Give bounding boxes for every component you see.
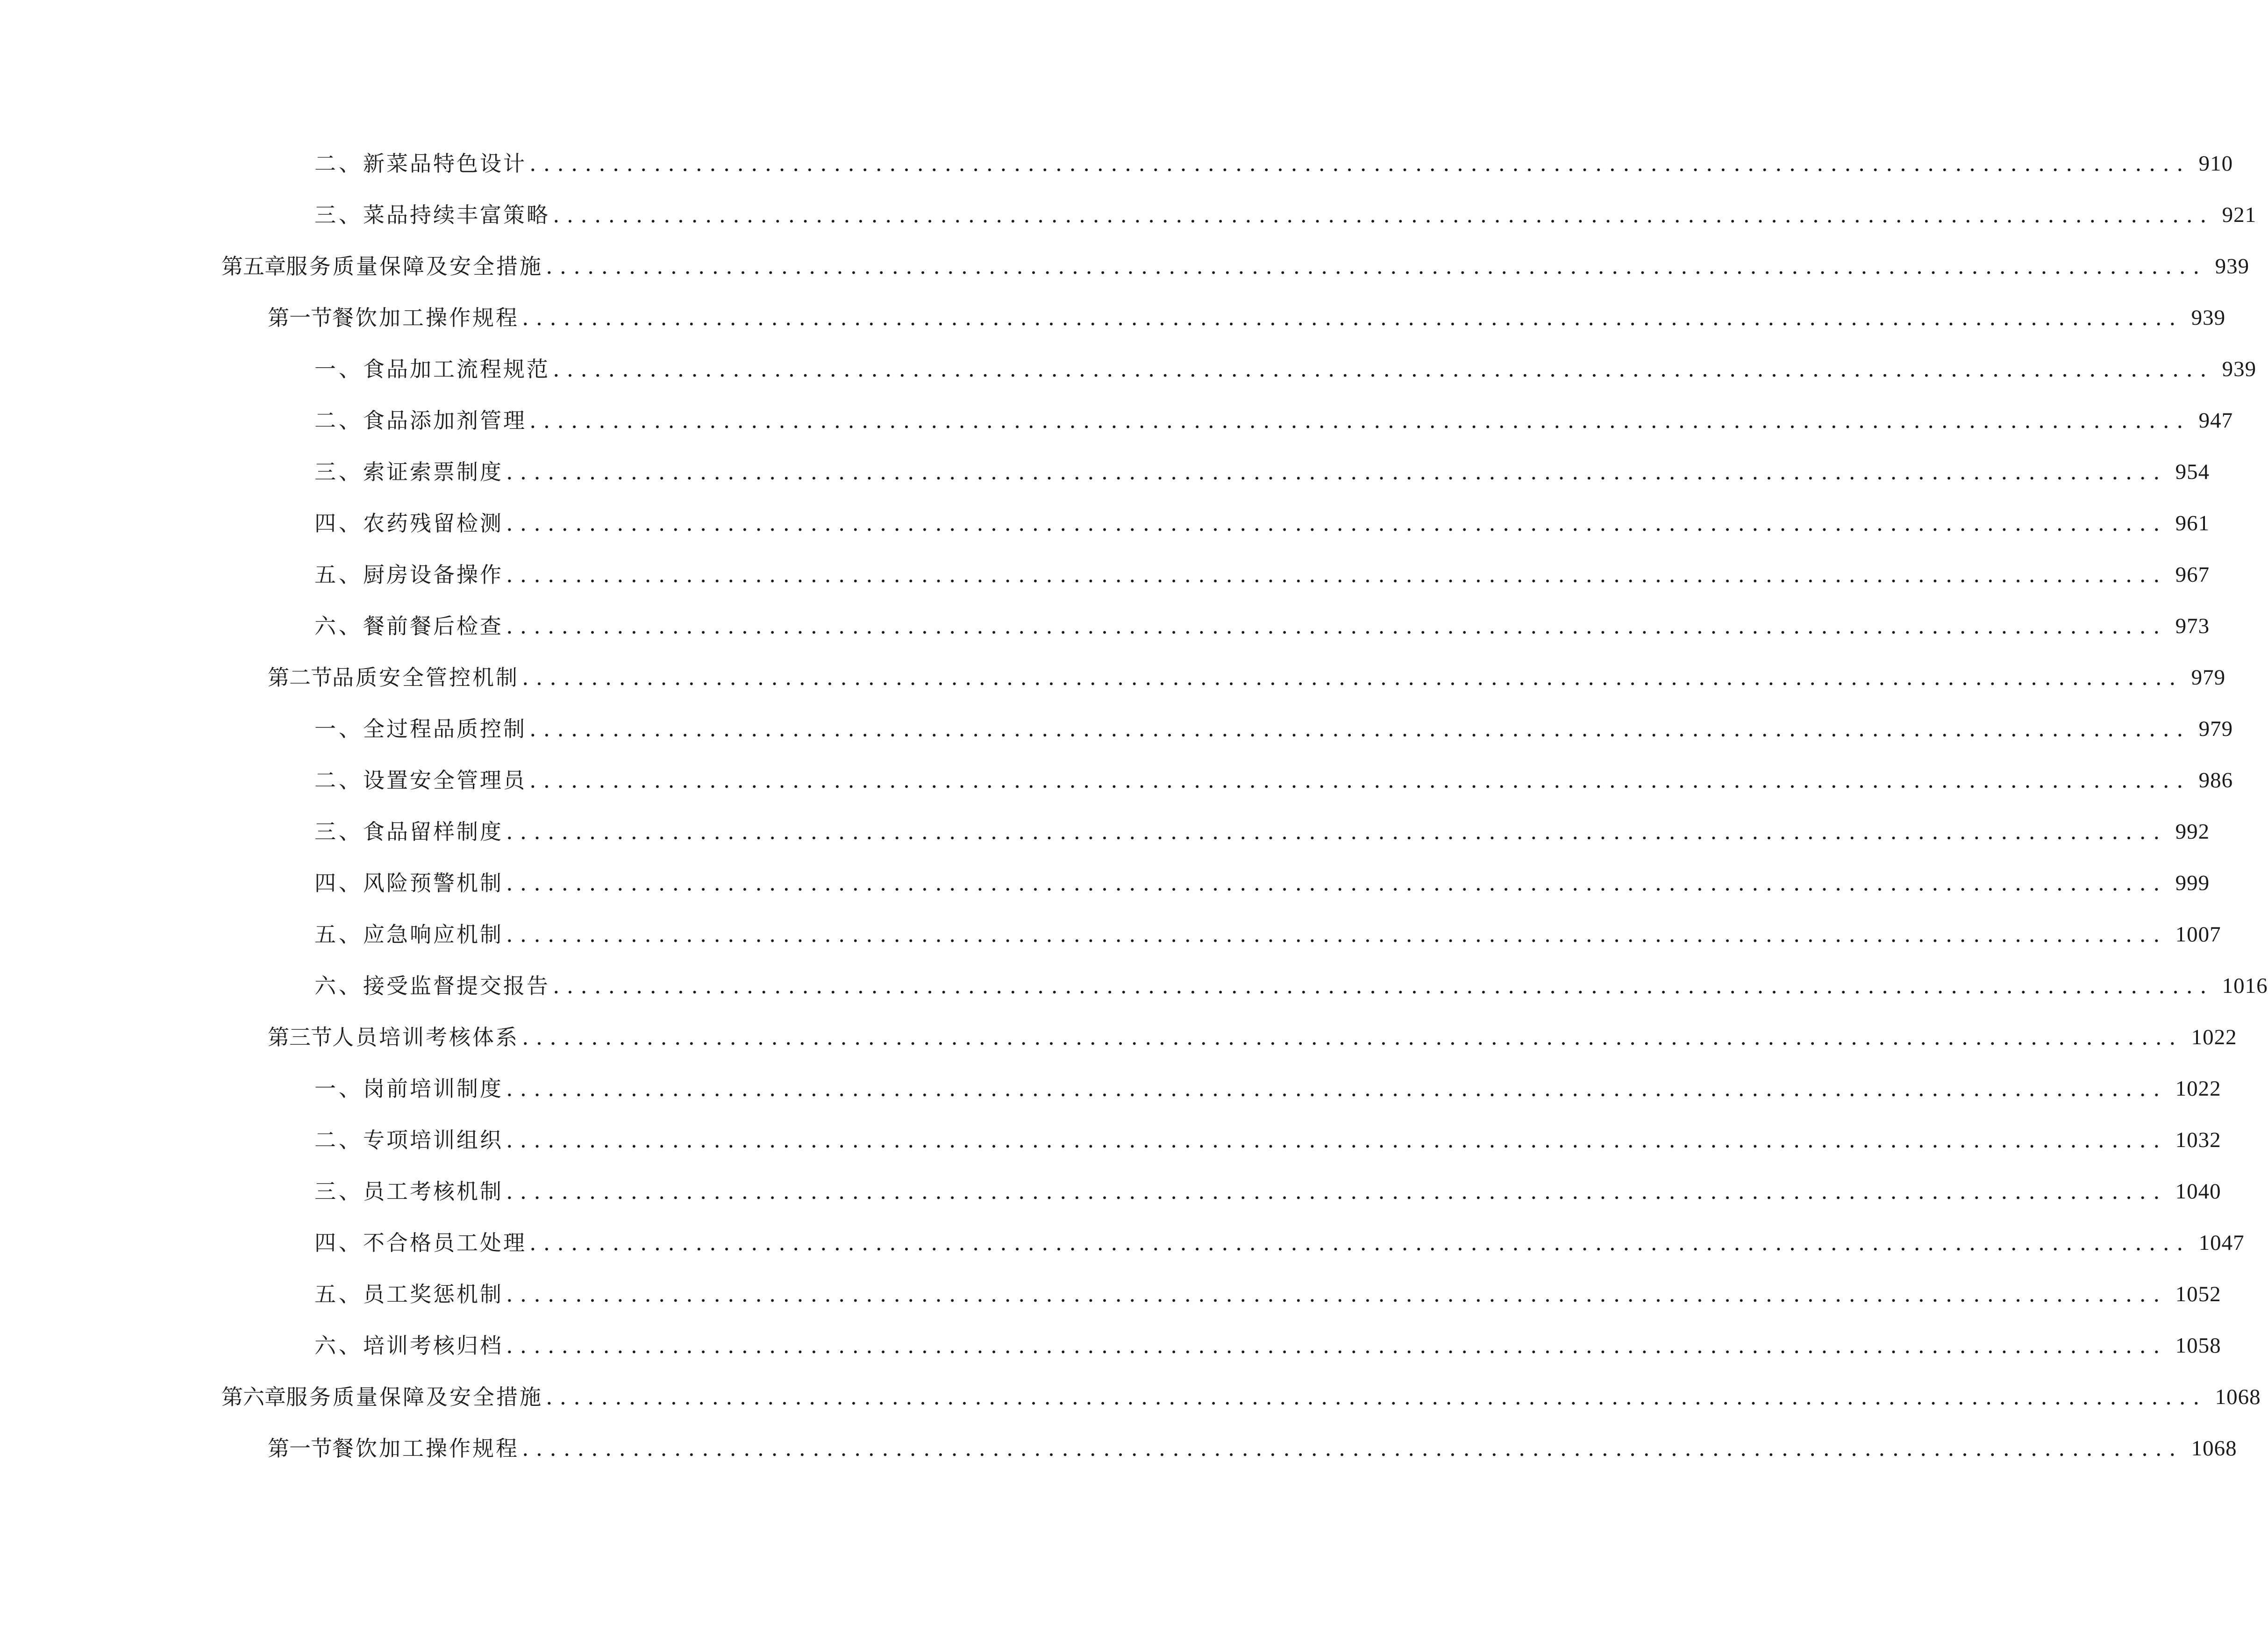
toc-entry-number: 五、: [314, 922, 363, 947]
toc-entry-title: 品质安全管控机制: [332, 665, 519, 690]
dot-leader: ........................................................................................................................: [506, 1076, 2167, 1101]
toc-entry-page: 999: [2175, 871, 2210, 895]
dot-leader: ........................................................................................................................: [522, 665, 2183, 690]
toc-entry[interactable]: [314, 710, 2233, 748]
toc-entry-number: 一、: [314, 356, 363, 382]
toc-entry[interactable]: [314, 916, 2221, 953]
dot-leader: ........................................................................................................................: [506, 1179, 2167, 1204]
toc-entry-section[interactable]: [268, 659, 2226, 696]
toc-entry[interactable]: [314, 453, 2210, 491]
toc-entry-title: 新菜品特色设计: [363, 151, 527, 176]
toc-entry-number: 第一节: [268, 305, 332, 330]
toc-entry-title: 餐前餐后检查: [363, 613, 503, 639]
toc-entry-number: 第一节: [268, 1436, 332, 1461]
toc-entry-page: 979: [2198, 717, 2233, 741]
toc-entry-title: 专项培训组织: [363, 1127, 503, 1153]
toc-entry[interactable]: [314, 402, 2233, 439]
toc-entry-title: 服务质量保障及安全措施: [286, 1384, 543, 1410]
dot-leader: ........................................................................................................................: [522, 1436, 2183, 1461]
toc-entry-title: 菜品持续丰富策略: [363, 202, 550, 228]
toc-entry-number: 六、: [314, 973, 363, 998]
dot-leader: ........................................................................................................................: [506, 1127, 2167, 1153]
dot-leader: ........................................................................................................................: [506, 613, 2167, 639]
toc-entry-number: 六、: [314, 1333, 363, 1358]
toc-entry-page: 939: [2215, 254, 2250, 278]
toc-entry[interactable]: [314, 196, 2257, 234]
dot-leader: ........................................................................................................................: [506, 511, 2167, 536]
toc-entry-page: 939: [2222, 357, 2257, 381]
toc-entry-page: 939: [2191, 306, 2226, 330]
toc-entry[interactable]: [314, 350, 2257, 388]
toc-entry-title: 服务质量保障及安全措施: [286, 254, 543, 279]
dot-leader: ........................................................................................................................: [553, 202, 2214, 228]
dot-leader: ........................................................................................................................: [506, 819, 2167, 844]
toc-entry-page: 1040: [2175, 1179, 2221, 1204]
toc-entry-number: 一、: [314, 716, 363, 741]
toc-entry[interactable]: [314, 505, 2210, 542]
dot-leader: ........................................................................................................................: [522, 1025, 2183, 1050]
toc-entry-title: 全过程品质控制: [363, 716, 527, 741]
dot-leader: ........................................................................................................................: [529, 1230, 2190, 1255]
toc-entry-page: 1047: [2198, 1231, 2245, 1255]
toc-entry-section[interactable]: [268, 1430, 2237, 1467]
toc-entry-page: 1016: [2222, 974, 2268, 998]
toc-entry-page: 1068: [2215, 1385, 2261, 1409]
toc-entry-page: 979: [2191, 665, 2226, 690]
toc-entry-number: 二、: [314, 768, 363, 793]
toc-entry-page: 967: [2175, 563, 2210, 587]
toc-entry-title: 接受监督提交报告: [363, 973, 550, 998]
toc-entry[interactable]: [314, 1224, 2245, 1261]
toc-entry-number: 第六章: [221, 1384, 286, 1410]
toc-entry-title: 厨房设备操作: [363, 562, 503, 587]
toc-entry-section[interactable]: [268, 1019, 2237, 1056]
toc-entry-page: 961: [2175, 511, 2210, 535]
toc-entry[interactable]: [314, 607, 2210, 645]
dot-leader: ........................................................................................................................: [529, 408, 2190, 433]
toc-entry-page: 1007: [2175, 922, 2221, 947]
toc-entry[interactable]: [314, 145, 2233, 182]
dot-leader: ........................................................................................................................: [522, 305, 2183, 330]
dot-leader: ........................................................................................................................: [529, 768, 2190, 793]
toc-entry-title: 设置安全管理员: [363, 768, 527, 793]
toc-entry-number: 二、: [314, 151, 363, 176]
toc-entry-page: 1068: [2191, 1436, 2237, 1461]
dot-leader: ........................................................................................................................: [553, 356, 2214, 382]
toc-entry-number: 五、: [314, 562, 363, 587]
toc-entry-number: 四、: [314, 870, 363, 896]
toc-entry[interactable]: [314, 762, 2233, 799]
toc-entry-number: 四、: [314, 1230, 363, 1255]
toc-entry[interactable]: [314, 1121, 2221, 1159]
toc-entry-number: 六、: [314, 613, 363, 639]
toc-entry-page: 910: [2198, 151, 2233, 176]
toc-entry-page: 1052: [2175, 1282, 2221, 1306]
toc-entry-number: 二、: [314, 408, 363, 433]
toc-entry[interactable]: [314, 967, 2268, 1005]
toc-entry-title: 不合格员工处理: [363, 1230, 527, 1255]
toc-entry-number: 三、: [314, 819, 363, 844]
toc-entry-chapter[interactable]: [221, 248, 2250, 285]
toc-entry[interactable]: [314, 1173, 2221, 1210]
toc-entry-number: 二、: [314, 1127, 363, 1153]
toc-entry-title: 岗前培训制度: [363, 1076, 503, 1101]
toc-entry-title: 索证索票制度: [363, 459, 503, 485]
toc-entry-title: 员工考核机制: [363, 1179, 503, 1204]
toc-entry-title: 农药残留检测: [363, 511, 503, 536]
toc-entry-number: 三、: [314, 202, 363, 228]
toc-entry-title: 食品加工流程规范: [363, 356, 550, 382]
toc-entry-number: 三、: [314, 1179, 363, 1204]
toc-entry-page: 947: [2198, 408, 2233, 433]
toc-entry-number: 第二节: [268, 665, 332, 690]
toc-entry[interactable]: [314, 1327, 2221, 1364]
dot-leader: ........................................................................................................................: [506, 1333, 2167, 1358]
toc-entry-title: 人员培训考核体系: [332, 1025, 519, 1050]
toc-entry-number: 五、: [314, 1282, 363, 1307]
toc-entry-section[interactable]: [268, 299, 2226, 336]
toc-entry-page: 1022: [2175, 1076, 2221, 1101]
dot-leader: ........................................................................................................................: [506, 870, 2167, 896]
dot-leader: ........................................................................................................................: [529, 151, 2190, 176]
toc-entry-chapter[interactable]: [221, 1378, 2261, 1416]
toc-entry-title: 食品添加剂管理: [363, 408, 527, 433]
toc-entry-page: 1032: [2175, 1128, 2221, 1152]
toc-entry-number: 三、: [314, 459, 363, 485]
toc-entry-page: 986: [2198, 768, 2233, 792]
dot-leader: ........................................................................................................................: [553, 973, 2214, 998]
toc-entry-page: 1058: [2175, 1333, 2221, 1358]
toc-entry-title: 风险预警机制: [363, 870, 503, 896]
dot-leader: ........................................................................................................................: [506, 922, 2167, 947]
toc-entry-number: 第五章: [221, 254, 286, 279]
toc-entry-number: 四、: [314, 511, 363, 536]
dot-leader: ........................................................................................................................: [546, 1384, 2207, 1410]
toc-entry[interactable]: [314, 1070, 2221, 1107]
toc-entry[interactable]: [314, 1276, 2221, 1313]
toc-entry-page: 954: [2175, 460, 2210, 484]
toc-entry-title: 应急响应机制: [363, 922, 503, 947]
toc-entry-page: 973: [2175, 614, 2210, 638]
dot-leader: ........................................................................................................................: [506, 1282, 2167, 1307]
toc-entry-number: 第三节: [268, 1025, 332, 1050]
toc-entry-number: 一、: [314, 1076, 363, 1101]
toc-entry[interactable]: [314, 556, 2210, 593]
dot-leader: ........................................................................................................................: [506, 562, 2167, 587]
toc-entry-title: 餐饮加工操作规程: [332, 305, 519, 330]
dot-leader: ........................................................................................................................: [529, 716, 2190, 741]
toc-entry[interactable]: [314, 864, 2210, 902]
toc-entry-title: 餐饮加工操作规程: [332, 1436, 519, 1461]
toc-entry-page: 921: [2222, 203, 2257, 227]
toc-entry-title: 员工奖惩机制: [363, 1282, 503, 1307]
toc-entry-title: 食品留样制度: [363, 819, 503, 844]
toc-entry-page: 992: [2175, 820, 2210, 844]
toc-entry[interactable]: [314, 813, 2210, 850]
dot-leader: ........................................................................................................................: [546, 254, 2207, 279]
toc-entry-page: 1022: [2191, 1025, 2237, 1049]
toc-entry-title: 培训考核归档: [363, 1333, 503, 1358]
dot-leader: ........................................................................................................................: [506, 459, 2167, 485]
